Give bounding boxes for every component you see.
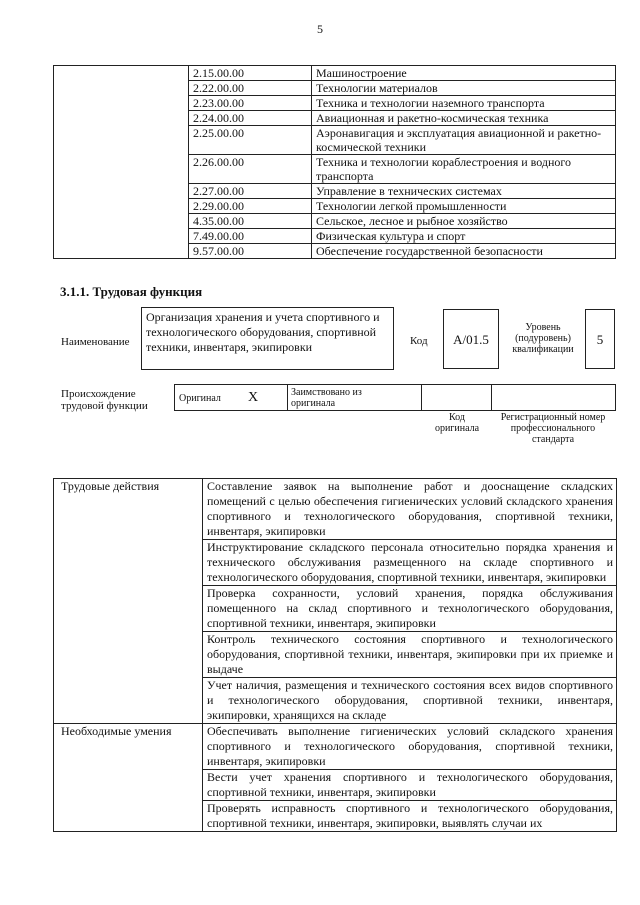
code-name-cell: Обеспечение государственной безопасности — [312, 244, 616, 259]
origin-cell-code — [421, 385, 492, 410]
code-name-cell: Авиационная и ракетно-космическая техника — [312, 111, 616, 126]
code-name-cell: Техника и технологии кораблестроения и водного транспорта — [312, 155, 616, 184]
code-cell: 2.26.00.00 — [189, 155, 312, 184]
code-cell: 2.24.00.00 — [189, 111, 312, 126]
name-label: Наименование — [61, 336, 130, 348]
code-label: Код — [410, 335, 428, 347]
original-mark: X — [248, 390, 259, 405]
code-name-cell: Техника и технологии наземного транспорта — [312, 96, 616, 111]
code-cell: 2.23.00.00 — [189, 96, 312, 111]
code-name-cell: Аэронавигация и эксплуатация авиационной и ракетно-космической техники — [312, 126, 616, 155]
level-value: 5 — [585, 309, 615, 369]
original-label: Оригинал — [179, 393, 221, 404]
code-name-cell: Сельское, лесное и рыбное хозяйство — [312, 214, 616, 229]
code-table — [53, 65, 616, 259]
row-group-label: Необходимые умения — [54, 724, 203, 832]
code-name-cell: Физическая культура и спорт — [312, 229, 616, 244]
code-cell: 2.29.00.00 — [189, 199, 312, 214]
origin-box — [174, 384, 616, 411]
table-cell-text: Контроль технического состояния спортивного и технологического оборудования, спортивной техники, инвентаря, экипировки при их приемке и выдаче — [203, 632, 617, 678]
code-cell: 2.25.00.00 — [189, 126, 312, 155]
table-cell-text: Обеспечивать выполнение гигиенических условий складского хранения спортивного и технологического оборудования, спортивной техники, инвентаря, экипировки — [203, 724, 617, 770]
code-name-cell: Технологии материалов — [312, 81, 616, 96]
functions-table — [53, 478, 617, 832]
code-name-cell: Машиностроение — [312, 66, 616, 81]
code-value: A/01.5 — [443, 309, 499, 369]
code-name-cell: Технологии легкой промышленности — [312, 199, 616, 214]
page-number: 5 — [317, 22, 323, 36]
table-cell-text: Инструктирование складского персонала относительно порядка хранения и технического обслуживания размещенного на складе спортивного и технологического оборудования, спортивной техники, инвентаря, экипировки — [203, 540, 617, 586]
name-value: Организация хранения и учета спортивного и технологического оборудования, спортивной техники, инвентаря, экипировки — [141, 307, 394, 370]
code-row — [54, 66, 616, 81]
code-name-cell: Управление в технических системах — [312, 184, 616, 199]
code-cell: 2.22.00.00 — [189, 81, 312, 96]
borrowed-label: Заимствовано из оригинала — [291, 387, 362, 409]
origin-label: Происхождение трудовой функции — [61, 388, 148, 412]
level-label: Уровень (подуровень) квалификации — [512, 322, 574, 355]
reg-number-label: Регистрационный номер профессионального стандарта — [500, 412, 606, 445]
code-table-empty-cell — [54, 66, 189, 259]
code-cell: 2.27.00.00 — [189, 184, 312, 199]
table-row — [54, 479, 617, 540]
code-cell: 2.15.00.00 — [189, 66, 312, 81]
code-cell: 7.49.00.00 — [189, 229, 312, 244]
code-original-label: Код оригинала — [434, 412, 480, 434]
table-cell-text: Проверка сохранности, условий хранения, порядка обслуживания помещенного на склад спортивного и технологического оборудования, спортивной техники, инвентаря, экипировки — [203, 586, 617, 632]
table-row — [54, 724, 617, 770]
section-title: 3.1.1. Трудовая функция — [60, 284, 203, 299]
table-cell-text: Вести учет хранения спортивного и технологического оборудования, спортивной техники, инвентаря, экипировки — [203, 770, 617, 801]
table-cell-text: Проверять исправность спортивного и технологического оборудования, спортивной техники, инвентаря, экипировки, выявлять случаи их — [203, 801, 617, 832]
code-cell: 9.57.00.00 — [189, 244, 312, 259]
code-cell: 4.35.00.00 — [189, 214, 312, 229]
table-cell-text: Составление заявок на выполнение работ и дооснащение складских помещений с целью обеспечения гигиенических условий складского хранения спортивного и технологического оборудования, спортивной техники, инвентаря, экипировки — [203, 479, 617, 540]
row-group-label: Трудовые действия — [54, 479, 203, 724]
table-cell-text: Учет наличия, размещения и технического состояния всех видов спортивного и технологического оборудования, спортивной техники, инвентаря, экипировки, хранящихся на складе — [203, 678, 617, 724]
